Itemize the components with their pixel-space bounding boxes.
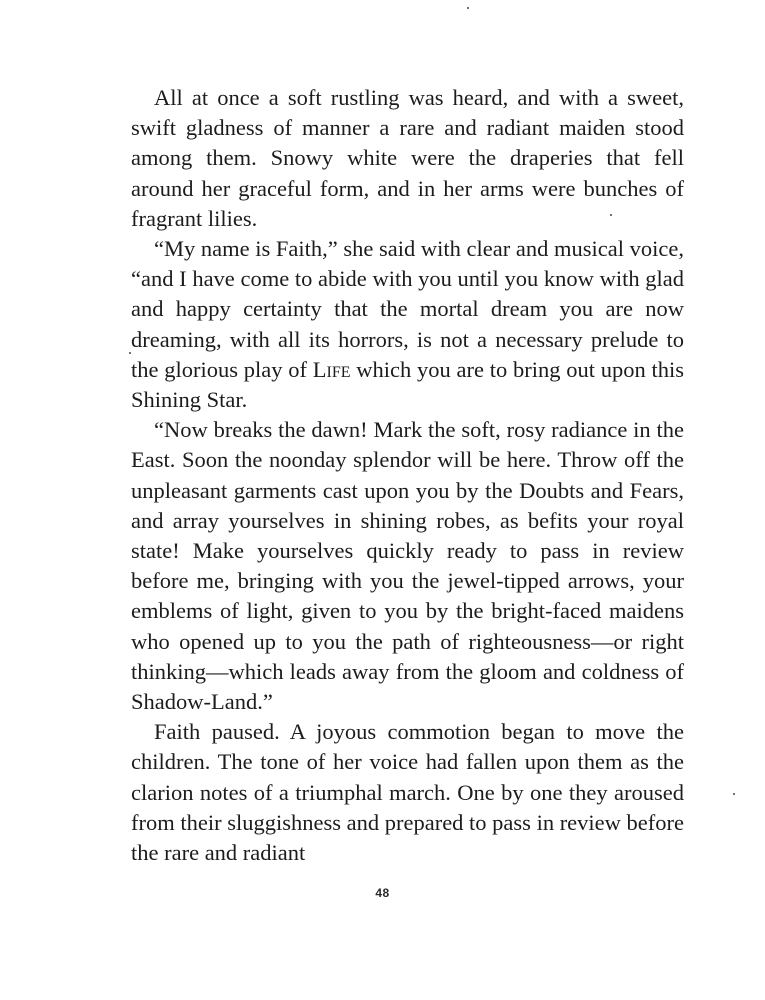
page-number: 48 [375,886,390,900]
paragraph-faith-speech [131,234,684,415]
paragraph-faith-paused: Faith paused. A joyous commotion began to move the children. The tone of her voice had fallen upon them as the clarion notes of a triumphal march. One by one they aroused from their sluggishness and prepared to pass in review before the rare and radiant [131,719,684,866]
print-speck [467,7,469,9]
paragraph-dawn-speech: “Now breaks the dawn! Mark the soft, rosy radiance in the East. Soon the noonday splendor will be here. Throw off the unpleasant garments cast upon you by the Doubts and Fears, and array yourselves in shining robes, as befits your royal state! Make yourselves quickly ready to pass in review before me, bringing with you the jewel-tipped arrows, your emblems of light, given to you by the bright-faced maidens who opened up to you the path of righteousness—or right thinking—which leads away from the gloom and coldness of Shadow-Land.” [131,417,684,715]
body-text [131,83,684,868]
paragraph-faith-speech-part-1: “My name is Faith,” she said with clear and musical voice, “and I have come to abide with you until you know with glad and happy certainty that the mortal dream you are now dreaming, with all its horrors, is not a necessary prelude to the glorious play of [131,236,684,382]
small-caps-word-life: Life [312,356,351,382]
print-speck [733,793,735,795]
paragraph-faith-speech-part-2: which you are to bring out upon this Shining Star. [131,356,684,413]
paragraph-rustling-maiden: All at once a soft rustling was heard, and with a sweet, swift gladness of manner a rare and radiant maiden stood among them. Snowy white were the draperies that fell around her graceful form, and in her arms were bunches of fragrant lilies. [131,85,684,231]
